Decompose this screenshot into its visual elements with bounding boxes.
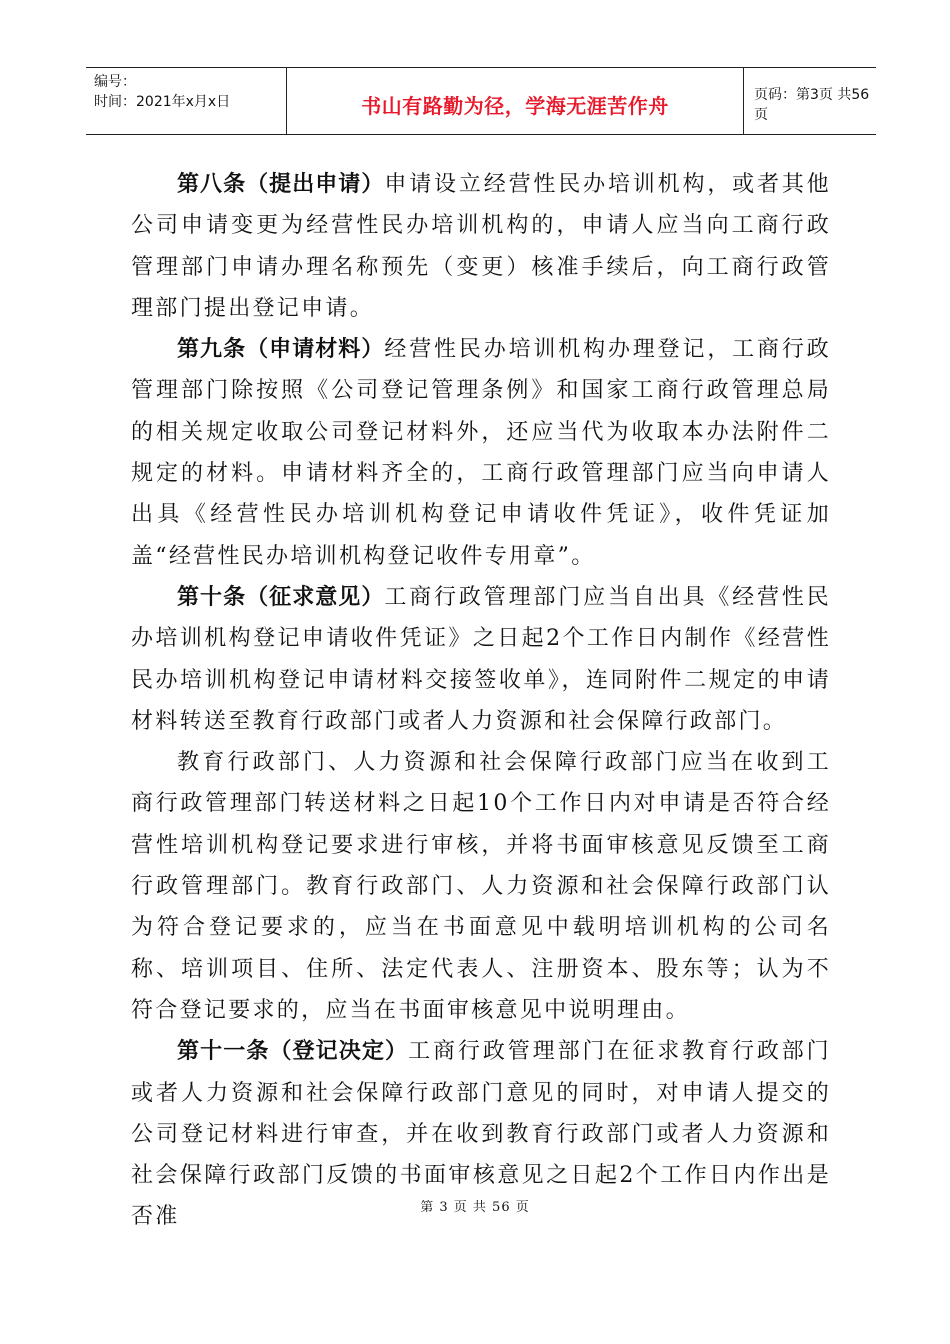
article-10-paragraph xyxy=(131,577,831,742)
page-footer xyxy=(0,1196,950,1215)
document-body xyxy=(131,164,831,1238)
article-text: 经营性民办培训机构办理登记，工商行政管理部门除按照《公司登记管理条例》和国家工商行政管理总局的相关规定收取公司登记材料外，还应当代为收取本办法附件二规定的材料。申请材料齐全的，工商行政管理部门应当向申请人出具《经营性民办培训机构登记申请收件凭证》，收件凭证加盖“经营性民办培训机构登记收件专用章”。 xyxy=(131,337,831,569)
article-heading: 第十一条（登记决定） xyxy=(177,1039,409,1065)
article-text: 工商行政管理部门在征求教育行政部门或者人力资源和社会保障行政部门意见的同时，对申请人提交的公司登记材料进行审查，并在收到教育行政部门或者人力资源和社会保障行政部门反馈的书面审核意见之日起2个工作日内作出是否准 xyxy=(131,1039,831,1230)
footer-page-number: 第 3 页 共 56 页 xyxy=(420,1200,530,1215)
document-number-label: 编号： xyxy=(94,74,136,90)
header-page-info: 页码：第3页 共56页 xyxy=(754,87,870,123)
article-8-paragraph xyxy=(131,164,831,329)
article-9-paragraph xyxy=(131,329,831,577)
article-heading: 第八条（提出申请） xyxy=(177,172,385,197)
article-text: 教育行政部门、人力资源和社会保障行政部门应当在收到工商行政管理部门转送材料之日起10个工作日内对申请是否符合经营性培训机构登记要求进行审核，并将书面审核意见反馈至工商行政管理部门。教育行政部门、人力资源和社会保障行政部门认为符合登记要求的，应当在书面意见中载明培训机构的公司名称、培训项目、住所、法定代表人、注册资本、股东等；认为不符合登记要求的，应当在书面审核意见中说明理由。 xyxy=(131,750,831,1023)
header-motto: 书山有路勤为径，学海无涯苦作舟 xyxy=(361,93,669,118)
header-page-info-cell xyxy=(744,68,876,134)
article-text: 申请设立经营性民办培训机构，或者其他公司申请变更为经营性民办培训机构的，申请人应当向工商行政管理部门申请办理名称预先（变更）核准手续后，向工商行政管理部门提出登记申请。 xyxy=(131,172,831,321)
header-motto-cell xyxy=(286,68,744,134)
article-10-continuation-paragraph xyxy=(131,742,831,1031)
article-heading: 第九条（申请材料） xyxy=(177,337,385,363)
header-meta xyxy=(86,68,286,134)
document-time-label: 时间：2021年x月x日 xyxy=(94,94,231,110)
article-text: 工商行政管理部门应当自出具《经营性民办培训机构登记申请收件凭证》之日起2个工作日内制作《经营性民办培训机构登记申请材料交接签收单》，连同附件二规定的申请材料转送至教育行政部门或者人力资源和社会保障行政部门。 xyxy=(131,584,831,734)
page-header xyxy=(86,67,876,135)
article-heading: 第十条（征求意见） xyxy=(177,584,385,610)
